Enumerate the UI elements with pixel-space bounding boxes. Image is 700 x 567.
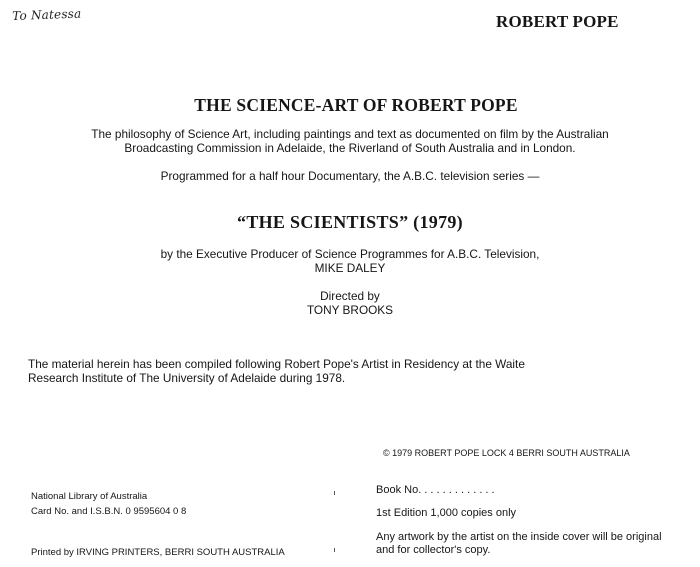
series-title: “THE SCIENTISTS” (1979) bbox=[237, 212, 463, 232]
page-title: THE SCIENCE-ART OF ROBERT POPE bbox=[194, 95, 518, 115]
copyright-notice: © 1979 ROBERT POPE LOCK 4 BERRI SOUTH AUSTRALIA bbox=[383, 448, 630, 458]
director-label: Directed by bbox=[320, 289, 380, 303]
material-paragraph bbox=[28, 357, 668, 385]
divider-tick bbox=[334, 548, 335, 552]
producer-credit bbox=[0, 247, 700, 275]
philosophy-line-2: Broadcasting Commission in Adelaide, the Riverland of South Australia and in London. bbox=[124, 141, 576, 155]
programmed-line: Programmed for a half hour Documentary, the A.B.C. television series — bbox=[160, 169, 540, 183]
material-line-2: Research Institute of The University of Adelaide during 1978. bbox=[28, 371, 346, 385]
artwork-line-1: Any artwork by the artist on the inside cover will be original bbox=[376, 531, 662, 543]
library-line-1: National Library of Australia bbox=[31, 491, 148, 502]
library-card-info bbox=[31, 489, 186, 519]
producer-name: MIKE DALEY bbox=[314, 261, 386, 275]
divider-tick bbox=[334, 491, 335, 495]
artwork-note bbox=[376, 531, 696, 557]
book-number-line: Book No. . . . . . . . . . . . . bbox=[376, 484, 495, 496]
producer-line: by the Executive Producer of Science Programmes for A.B.C. Television, bbox=[160, 247, 540, 261]
author-header: ROBERT POPE bbox=[496, 12, 619, 31]
director-name: TONY BROOKS bbox=[306, 303, 394, 317]
material-line-1: The material herein has been compiled following Robert Pope's Artist in Residency at the Waite bbox=[28, 357, 525, 371]
edition-note: 1st Edition 1,000 copies only bbox=[376, 507, 517, 519]
artwork-line-2: and for collector's copy. bbox=[376, 544, 491, 556]
director-credit bbox=[0, 289, 700, 317]
library-line-2: Card No. and I.S.B.N. 0 9595604 0 8 bbox=[31, 506, 187, 517]
dedication-inscription: To Natessa bbox=[12, 6, 82, 23]
philosophy-paragraph bbox=[0, 127, 700, 155]
philosophy-line-1: The philosophy of Science Art, including paintings and text as documented on film by the Australian bbox=[91, 127, 609, 141]
printer-credit: Printed by IRVING PRINTERS, BERRI SOUTH AUSTRALIA bbox=[31, 547, 285, 558]
